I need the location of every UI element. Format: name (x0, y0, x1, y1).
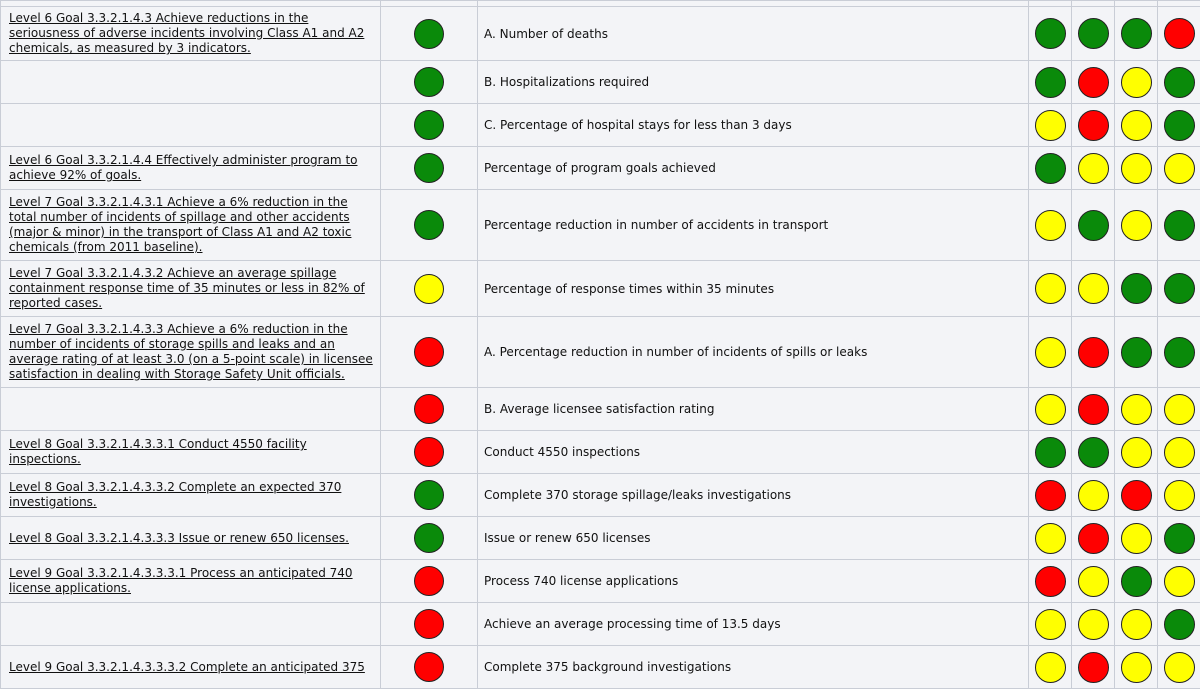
period-4-cell (1158, 61, 1200, 104)
status-cell (381, 388, 478, 431)
period-1-cell (1029, 646, 1072, 689)
indicator-light-red (1035, 480, 1066, 511)
table-row (1, 190, 1200, 261)
goal-link[interactable]: Level 6 Goal 3.3.2.1.4.3 Achieve reductions in the seriousness of adverse incidents involving Class A1 and A2 chemicals, as measured by 3 indicators. (9, 11, 364, 55)
period-2-cell (1072, 104, 1115, 147)
indicator-light-red (1078, 652, 1109, 683)
measure-cell (478, 7, 1029, 61)
measure-cell (478, 104, 1029, 147)
measure-label: Achieve an average processing time of 13.5 days (484, 617, 781, 631)
table-row (1, 317, 1200, 388)
indicator-light-yellow (1035, 394, 1066, 425)
period-3-cell (1115, 646, 1158, 689)
period-3-cell (1115, 388, 1158, 431)
status-cell (381, 474, 478, 517)
period-3-cell (1115, 104, 1158, 147)
measure-label: B. Average licensee satisfaction rating (484, 402, 714, 416)
goal-cell (1, 190, 381, 261)
goal-link[interactable]: Level 9 Goal 3.3.2.1.4.3.3.3.1 Process an anticipated 740 license applications. (9, 566, 353, 595)
indicator-light-green (1121, 18, 1152, 49)
indicator-light-yellow (1078, 609, 1109, 640)
status-cell (381, 517, 478, 560)
status-indicator-red (414, 609, 444, 639)
measure-label: Process 740 license applications (484, 574, 678, 588)
period-1-cell (1029, 474, 1072, 517)
period-4-cell (1158, 431, 1200, 474)
measure-cell (478, 317, 1029, 388)
status-cell (381, 646, 478, 689)
period-3-cell (1115, 560, 1158, 603)
measure-cell (478, 560, 1029, 603)
status-cell (381, 61, 478, 104)
measure-label: Percentage of response times within 35 minutes (484, 282, 774, 296)
measure-label: Complete 375 background investigations (484, 660, 731, 674)
status-indicator-red (414, 437, 444, 467)
period-3-cell (1115, 474, 1158, 517)
goal-cell (1, 474, 381, 517)
indicator-light-red (1035, 566, 1066, 597)
period-2-cell (1072, 517, 1115, 560)
period-4-cell (1158, 388, 1200, 431)
goal-link[interactable]: Level 7 Goal 3.3.2.1.4.3.3 Achieve a 6% reduction in the number of incidents of storage spills and leaks and an average rating of at least 3.0 (on a 5-point scale) in licensee satisfaction in dealing with Storage Safety Unit officials. (9, 322, 373, 381)
indicator-light-yellow (1121, 609, 1152, 640)
period-2-cell (1072, 560, 1115, 603)
status-indicator-red (414, 652, 444, 682)
period-3-cell (1115, 431, 1158, 474)
status-indicator-yellow (414, 274, 444, 304)
table-row (1, 261, 1200, 317)
period-1-cell (1029, 61, 1072, 104)
status-cell (381, 7, 478, 61)
measure-cell (478, 431, 1029, 474)
indicator-light-yellow (1121, 652, 1152, 683)
period-2-cell (1072, 388, 1115, 431)
status-cell (381, 603, 478, 646)
indicator-light-green (1164, 110, 1195, 141)
indicator-light-green (1035, 437, 1066, 468)
period-3-cell (1115, 190, 1158, 261)
period-1-cell (1029, 317, 1072, 388)
measure-label: A. Number of deaths (484, 27, 608, 41)
indicator-light-green (1164, 67, 1195, 98)
status-cell (381, 431, 478, 474)
period-1-cell (1029, 560, 1072, 603)
indicator-light-green (1164, 337, 1195, 368)
indicator-light-green (1035, 18, 1066, 49)
indicator-light-yellow (1078, 480, 1109, 511)
goal-link[interactable]: Level 7 Goal 3.3.2.1.4.3.1 Achieve a 6% reduction in the total number of incidents of spillage and other accidents (major & minor) in the transport of Class A1 and A2 toxic chemicals (from 2011 baseline). (9, 195, 351, 254)
table-row (1, 7, 1200, 61)
indicator-light-yellow (1164, 652, 1195, 683)
status-indicator-green (414, 480, 444, 510)
goal-link[interactable]: Level 7 Goal 3.3.2.1.4.3.2 Achieve an average spillage containment response time of 35 minutes or less in 82% of reported cases. (9, 266, 365, 310)
indicator-light-yellow (1121, 67, 1152, 98)
period-2-cell (1072, 7, 1115, 61)
goal-cell (1, 646, 381, 689)
status-indicator-green (414, 210, 444, 240)
period-2-cell (1072, 261, 1115, 317)
indicator-light-green (1164, 210, 1195, 241)
indicator-light-yellow (1164, 480, 1195, 511)
period-4-cell (1158, 190, 1200, 261)
measure-label: Percentage of program goals achieved (484, 161, 716, 175)
measure-label: Complete 370 storage spillage/leaks investigations (484, 488, 791, 502)
period-4-cell (1158, 317, 1200, 388)
period-2-cell (1072, 317, 1115, 388)
indicator-light-green (1121, 566, 1152, 597)
table-row (1, 104, 1200, 147)
period-4-cell (1158, 560, 1200, 603)
indicator-light-yellow (1121, 523, 1152, 554)
indicator-light-yellow (1035, 609, 1066, 640)
table-row (1, 603, 1200, 646)
period-3-cell (1115, 317, 1158, 388)
status-indicator-red (414, 566, 444, 596)
table-row (1, 388, 1200, 431)
measure-cell (478, 147, 1029, 190)
period-3-cell (1115, 7, 1158, 61)
indicator-light-yellow (1164, 394, 1195, 425)
indicator-light-yellow (1121, 437, 1152, 468)
indicator-light-green (1078, 210, 1109, 241)
indicator-light-yellow (1035, 210, 1066, 241)
status-indicator-green (414, 19, 444, 49)
period-2-cell (1072, 646, 1115, 689)
measure-label: Percentage reduction in number of accidents in transport (484, 218, 828, 232)
goal-cell (1, 61, 381, 104)
status-indicator-green (414, 110, 444, 140)
period-4-cell (1158, 517, 1200, 560)
status-cell (381, 147, 478, 190)
period-4-cell (1158, 7, 1200, 61)
period-2-cell (1072, 190, 1115, 261)
goal-cell (1, 560, 381, 603)
period-4-cell (1158, 603, 1200, 646)
indicator-light-yellow (1164, 153, 1195, 184)
goal-cell (1, 431, 381, 474)
table-row (1, 474, 1200, 517)
period-4-cell (1158, 104, 1200, 147)
indicator-light-yellow (1121, 210, 1152, 241)
measure-label: C. Percentage of hospital stays for less than 3 days (484, 118, 792, 132)
indicator-light-green (1121, 337, 1152, 368)
indicator-light-yellow (1078, 566, 1109, 597)
period-1-cell (1029, 147, 1072, 190)
table-row (1, 61, 1200, 104)
period-4-cell (1158, 147, 1200, 190)
period-1-cell (1029, 388, 1072, 431)
scorecard-body (1, 1, 1200, 689)
indicator-light-red (1078, 110, 1109, 141)
goal-link[interactable]: Level 9 Goal 3.3.2.1.4.3.3.3.2 Complete an anticipated 375 (9, 660, 365, 674)
period-1-cell (1029, 7, 1072, 61)
status-cell (381, 104, 478, 147)
period-2-cell (1072, 431, 1115, 474)
status-indicator-green (414, 67, 444, 97)
period-3-cell (1115, 517, 1158, 560)
goal-cell (1, 317, 381, 388)
goal-cell (1, 517, 381, 560)
indicator-light-green (1078, 437, 1109, 468)
period-2-cell (1072, 61, 1115, 104)
goal-link[interactable]: Level 8 Goal 3.3.2.1.4.3.3.1 Conduct 4550 facility inspections. (9, 437, 307, 466)
goal-cell (1, 388, 381, 431)
measure-cell (478, 61, 1029, 104)
goal-cell (1, 603, 381, 646)
indicator-light-red (1078, 337, 1109, 368)
indicator-light-green (1121, 273, 1152, 304)
period-4-cell (1158, 261, 1200, 317)
period-1-cell (1029, 517, 1072, 560)
period-1-cell (1029, 261, 1072, 317)
measure-cell (478, 603, 1029, 646)
measure-cell (478, 261, 1029, 317)
status-cell (381, 190, 478, 261)
status-indicator-red (414, 394, 444, 424)
period-2-cell (1072, 474, 1115, 517)
indicator-light-red (1078, 67, 1109, 98)
period-3-cell (1115, 147, 1158, 190)
goal-link[interactable]: Level 8 Goal 3.3.2.1.4.3.3.2 Complete an expected 370 investigations. (9, 480, 341, 509)
table-row (1, 517, 1200, 560)
table-row (1, 147, 1200, 190)
indicator-light-yellow (1035, 652, 1066, 683)
goal-cell (1, 147, 381, 190)
indicator-light-green (1164, 273, 1195, 304)
indicator-light-yellow (1035, 273, 1066, 304)
indicator-light-green (1035, 153, 1066, 184)
indicator-light-green (1164, 523, 1195, 554)
period-1-cell (1029, 431, 1072, 474)
period-1-cell (1029, 190, 1072, 261)
measure-label: Issue or renew 650 licenses (484, 531, 650, 545)
indicator-light-yellow (1035, 337, 1066, 368)
status-cell (381, 317, 478, 388)
indicator-light-green (1078, 18, 1109, 49)
measure-cell (478, 646, 1029, 689)
table-row (1, 560, 1200, 603)
indicator-light-red (1164, 18, 1195, 49)
measure-cell (478, 474, 1029, 517)
measure-cell (478, 388, 1029, 431)
indicator-light-yellow (1121, 394, 1152, 425)
measure-label: B. Hospitalizations required (484, 75, 649, 89)
status-indicator-green (414, 523, 444, 553)
indicator-light-yellow (1078, 153, 1109, 184)
indicator-light-yellow (1164, 437, 1195, 468)
period-1-cell (1029, 603, 1072, 646)
period-4-cell (1158, 474, 1200, 517)
goal-link[interactable]: Level 8 Goal 3.3.2.1.4.3.3.3 Issue or renew 650 licenses. (9, 531, 349, 545)
status-cell (381, 560, 478, 603)
period-3-cell (1115, 261, 1158, 317)
goal-cell (1, 7, 381, 61)
goal-cell (1, 261, 381, 317)
period-3-cell (1115, 603, 1158, 646)
status-indicator-green (414, 153, 444, 183)
period-4-cell (1158, 646, 1200, 689)
table-row (1, 646, 1200, 689)
indicator-light-yellow (1121, 153, 1152, 184)
measure-label: A. Percentage reduction in number of incidents of spills or leaks (484, 345, 867, 359)
indicator-light-red (1121, 480, 1152, 511)
indicator-light-yellow (1035, 523, 1066, 554)
measure-label: Conduct 4550 inspections (484, 445, 640, 459)
indicator-light-yellow (1164, 566, 1195, 597)
status-cell (381, 261, 478, 317)
indicator-light-yellow (1078, 273, 1109, 304)
status-indicator-red (414, 337, 444, 367)
measure-cell (478, 190, 1029, 261)
measure-cell (478, 517, 1029, 560)
period-3-cell (1115, 61, 1158, 104)
indicator-light-yellow (1035, 110, 1066, 141)
goal-link[interactable]: Level 6 Goal 3.3.2.1.4.4 Effectively administer program to achieve 92% of goals. (9, 153, 358, 182)
period-1-cell (1029, 104, 1072, 147)
table-row (1, 431, 1200, 474)
period-2-cell (1072, 147, 1115, 190)
goal-cell (1, 104, 381, 147)
indicator-light-red (1078, 523, 1109, 554)
indicator-light-green (1035, 67, 1066, 98)
indicator-light-red (1078, 394, 1109, 425)
indicator-light-green (1164, 609, 1195, 640)
period-2-cell (1072, 603, 1115, 646)
indicator-light-yellow (1121, 110, 1152, 141)
